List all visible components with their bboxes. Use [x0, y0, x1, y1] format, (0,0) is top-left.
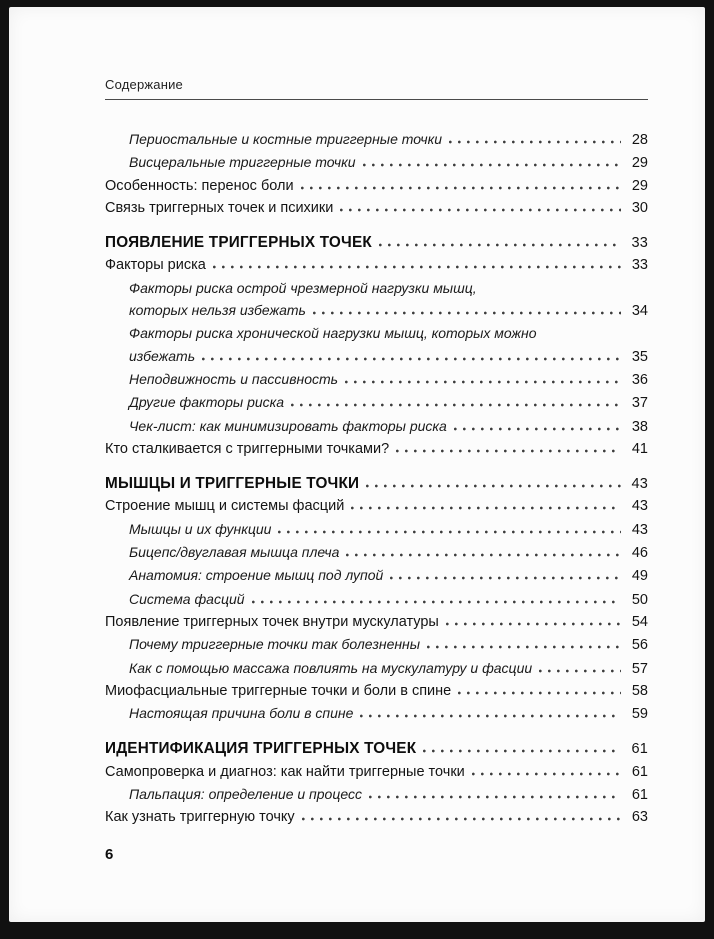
toc-entry: [105, 611, 648, 633]
toc-page-number: 56: [631, 637, 648, 654]
dot-leader: [278, 530, 621, 534]
page-content: [9, 7, 705, 863]
dot-leader: [363, 163, 621, 167]
toc-entry-line: [129, 368, 648, 391]
toc-page-number: 58: [631, 682, 648, 699]
dot-leader: [458, 691, 621, 695]
toc-entry-line: [129, 657, 648, 680]
toc-entry-line: [129, 564, 648, 587]
toc-section-entry: [105, 232, 648, 254]
dot-leader: [446, 622, 621, 626]
dot-leader: [539, 669, 621, 673]
toc-entry-text: Почему триггерные точки так болезненны: [129, 636, 421, 653]
toc-entry-line: [105, 761, 648, 783]
toc-page-number: 36: [631, 371, 648, 388]
toc-entry-text: Появление триггерных точек внутри мускулатуры: [105, 613, 439, 630]
toc-entry: [105, 806, 648, 828]
toc-entry-line: [105, 611, 648, 633]
toc-page-number: 54: [631, 613, 648, 630]
toc-entry: [105, 761, 648, 783]
toc-entry-line: [129, 151, 648, 174]
toc-entry-text: Пальпация: определение и процесс: [129, 786, 362, 803]
toc-entry-line: [105, 197, 648, 219]
toc-entry-line: [105, 473, 648, 495]
page-number: 6: [105, 845, 114, 863]
dot-leader: [351, 506, 621, 510]
dot-leader: [396, 449, 621, 453]
toc-entry-line: [105, 232, 648, 254]
toc-entry-line: [105, 438, 648, 460]
toc-page-number: 61: [631, 763, 648, 780]
toc-entry: [105, 564, 648, 587]
toc-entry-line: [105, 806, 648, 828]
toc-entry-text: Периостальные и костные триггерные точки: [129, 131, 443, 147]
toc-page-number: 28: [631, 132, 648, 148]
toc-entry-text: Связь триггерных точек и психики: [105, 199, 334, 216]
toc-page-number: 57: [631, 660, 648, 677]
toc-entry-text: Особенность: перенос боли: [105, 177, 294, 194]
toc-entry-text: Факторы риска хронической нагрузки мышц, которых можно: [129, 325, 537, 342]
toc-entry-text: МЫШЦЫ И ТРИГГЕРНЫЕ ТОЧКИ: [105, 475, 360, 493]
dot-leader: [449, 140, 621, 144]
dot-leader: [427, 645, 621, 649]
toc-entry: [105, 254, 648, 276]
dot-leader: [252, 600, 621, 604]
dot-leader: [366, 484, 621, 488]
toc-entry: [105, 391, 648, 414]
toc-page-number: 34: [631, 303, 648, 320]
running-header-title: Содержание: [105, 77, 183, 92]
dot-leader: [213, 265, 621, 269]
toc-entry: [105, 495, 648, 517]
toc-entry-line: [129, 633, 648, 656]
toc-entry-text: Чек-лист: как минимизировать факторы риска: [129, 417, 447, 434]
toc-entry-line: [129, 702, 648, 725]
toc-entry-text: Строение мышц и системы фасций: [105, 498, 345, 515]
toc-page-number: 63: [631, 809, 648, 826]
toc-entry: [105, 322, 648, 368]
toc-page-number: 49: [631, 568, 648, 585]
toc-page-number: 33: [631, 235, 648, 252]
toc-entry-text: Как с помощью массажа повлиять на мускулатуру и фасции: [129, 659, 533, 676]
toc-entry-text: Самопроверка и диагноз: как найти триггерные точки: [105, 763, 465, 780]
dot-leader: [360, 714, 621, 718]
toc-entry-text: Другие факторы риска: [129, 394, 285, 411]
toc-page-number: 33: [631, 257, 648, 274]
toc-entry: [105, 657, 648, 680]
dot-leader: [390, 576, 621, 580]
toc-entry-line: [105, 738, 648, 760]
toc-entry-line: [129, 299, 648, 322]
dot-leader: [202, 357, 621, 361]
toc-entry: [105, 518, 648, 541]
toc-entry-line: [129, 783, 648, 806]
dot-leader: [301, 186, 621, 190]
toc-entry: [105, 151, 648, 174]
toc-entry-line: [129, 415, 648, 438]
dot-leader: [313, 311, 621, 315]
toc-entry-text: Настоящая причина боли в спине: [129, 705, 354, 722]
page: [9, 7, 705, 922]
toc-entry-line: [129, 588, 648, 611]
toc-entry: [105, 541, 648, 564]
dot-leader: [345, 380, 621, 384]
toc-entry: [105, 680, 648, 702]
toc-entry-text: Висцеральные триггерные точки: [129, 154, 356, 171]
toc-entry-line: [129, 322, 648, 344]
toc-entry: [105, 588, 648, 611]
toc-entry-text: Мышцы и их функции: [129, 520, 272, 537]
header-rule: [105, 99, 648, 100]
toc-entry: [105, 197, 648, 219]
dot-leader: [340, 208, 621, 212]
toc-entry-line: [105, 254, 648, 276]
toc-entry-line: [129, 345, 648, 368]
toc-entry-line: [129, 391, 648, 414]
toc-entry: [105, 415, 648, 438]
toc-entry-text: Неподвижность и пассивность: [129, 370, 339, 387]
toc-page-number: 29: [631, 177, 648, 194]
toc-page-number: 43: [631, 476, 648, 493]
toc-page-number: 43: [631, 521, 648, 538]
toc-entry-line: [105, 175, 648, 197]
toc-entry-text: которых нельзя избежать: [129, 302, 306, 319]
toc-entry-line: [129, 541, 648, 564]
toc-entry-line: [129, 518, 648, 541]
toc-entry: [105, 175, 648, 197]
toc-entry: [105, 368, 648, 391]
toc-entry: [105, 633, 648, 656]
toc-entry-line: [105, 495, 648, 517]
dot-leader: [346, 553, 621, 557]
toc-page-number: 29: [631, 155, 648, 172]
toc-section-entry: [105, 738, 648, 760]
toc-entry-line: [105, 680, 648, 702]
toc-entry-text: Как узнать триггерную точку: [105, 809, 295, 826]
toc-entry: [105, 438, 648, 460]
toc-list: [105, 128, 648, 829]
dot-leader: [454, 427, 621, 431]
toc-entry-line: [129, 128, 648, 151]
toc-page-number: 30: [631, 199, 648, 216]
toc-entry-line: [129, 277, 648, 299]
toc-entry: [105, 128, 648, 151]
dot-leader: [379, 243, 621, 247]
dot-leader: [291, 403, 621, 407]
toc-entry: [105, 783, 648, 806]
dot-leader: [423, 749, 621, 753]
toc-page-number: 50: [631, 591, 648, 608]
toc-page-number: 61: [631, 741, 648, 758]
toc-page-number: 61: [631, 787, 648, 804]
toc-entry: [105, 277, 648, 323]
dot-leader: [369, 795, 621, 799]
toc-entry-text: избежать: [129, 347, 196, 364]
toc-page-number: 59: [631, 706, 648, 723]
toc-entry-text: Миофасциальные триггерные точки и боли в спине: [105, 682, 452, 699]
toc-entry-text: Бицепс/двуглавая мышца плеча: [129, 544, 340, 561]
toc-entry-text: Система фасций: [129, 590, 245, 607]
toc-page-number: 41: [631, 440, 648, 457]
toc-entry-text: Факторы риска острой чрезмерной нагрузки мышц,: [129, 279, 477, 296]
toc-page-number: 35: [631, 348, 648, 365]
toc-page-number: 46: [631, 545, 648, 562]
toc-entry-text: Факторы риска: [105, 257, 206, 274]
toc-entry-text: Анатомия: строение мышц под лупой: [129, 567, 384, 584]
toc-section-entry: [105, 473, 648, 495]
toc-entry-text: Кто сталкивается с триггерными точками?: [105, 440, 390, 457]
toc-page-number: 38: [631, 418, 648, 435]
toc-entry: [105, 702, 648, 725]
dot-leader: [302, 817, 621, 821]
toc-entry-text: ПОЯВЛЕНИЕ ТРИГГЕРНЫХ ТОЧЕК: [105, 234, 372, 252]
dot-leader: [472, 772, 621, 776]
toc-page-number: 37: [631, 395, 648, 412]
toc-entry-text: ИДЕНТИФИКАЦИЯ ТРИГГЕРНЫХ ТОЧЕК: [105, 740, 417, 758]
toc-page-number: 43: [631, 498, 648, 515]
